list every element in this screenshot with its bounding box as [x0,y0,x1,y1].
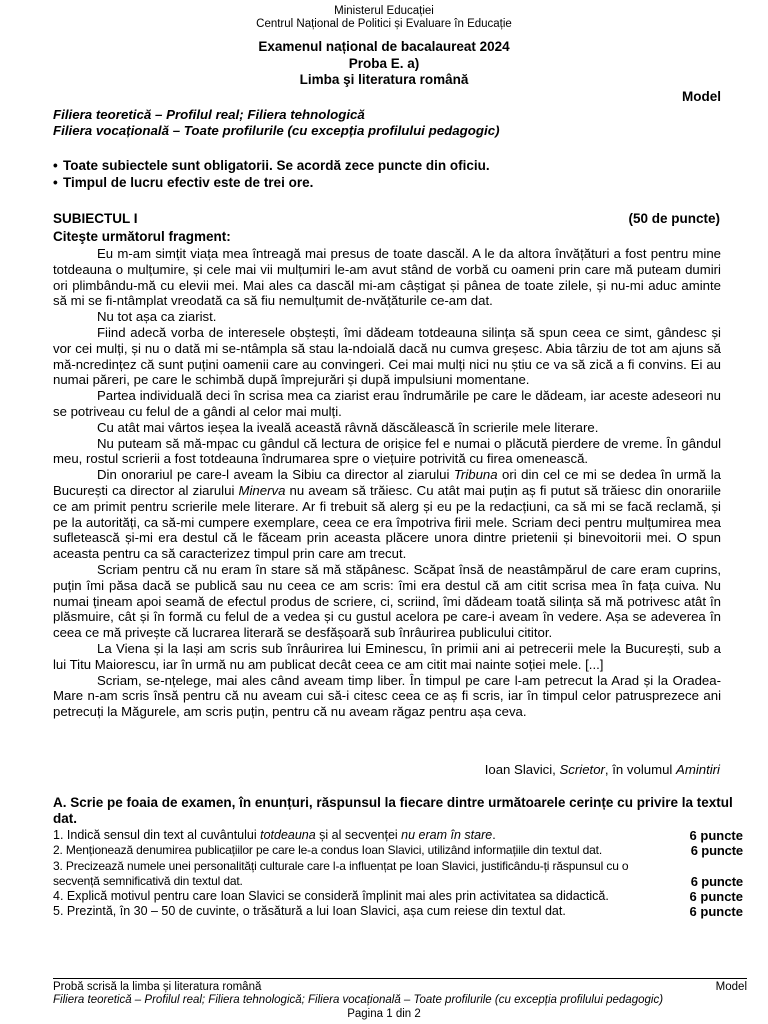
task-term: nu eram în stare [401,828,493,842]
model-label: Model [682,89,721,104]
author-name: Ioan Slavici, [484,762,560,777]
task-number: 5. [53,904,64,919]
fragment-paragraph: Scriam, se-nțelege, mai ales când aveam timp liber. În timpul pe care l-am petrecut la Arad și la Oradea-Mare n-am scris însă pentru că nu aveam cui să-i citesc ceea ce aș fi scris, iar în timpul celor patrusprezece ani petrecuți la Măgurele, am scris puțin, pentru că nu aveam răgaz pentru așa ceva. [53,672,721,720]
proba-title: Proba E. a) [348,55,420,71]
fragment-text: ori din cel ce mi se dedea în urmă la București ca director al ziarului [53,467,721,498]
part-a-instruction: A. Scrie pe foaia de examen, în enunțuri, răspunsul la fiecare dintre următoarele cerințe cu privire la textul dat. [53,795,733,826]
task-text: Indică sensul din text al cuvântului [66,828,261,842]
task-number: 4. [53,889,64,904]
task-text: Precizează numele unei personalități culturale care l-a influențat pe Ioan Slavici, justificându-ți răspunsul cu o secvență semnificativă din textul dat. [53,858,629,888]
exam-title: Examenul național de bacalaureat 2024 [258,39,510,54]
footer-filiere: Filiera teoretică – Profilul real; Filiera tehnologică; Filiera vocațională – Toate profilurile (cu excepția profilului pedagogic) [53,994,664,1006]
task-points: 6 puncte [689,889,743,905]
task-text: și al secvenței [315,828,402,842]
exam-titles [0,39,768,89]
task-text: . [492,828,496,842]
attribution-text: , în volumul [604,762,677,777]
instruction-text: Toate subiectele sunt obligatorii. Se acordă zece puncte din oficiu. [63,158,490,173]
footer-page-number: Pagina 1 din 2 [347,1008,421,1020]
center-name: Centrul Național de Politici și Evaluare în Educație [256,18,512,30]
fragment-paragraph: Nu puteam să mă-mpac cu gândul că lectura de orișice fel e numai o plăcută pierdere de vreme. În gândul meu, rostul scrierii a fost totdeauna îndrumarea spre o viețuire potrivită cu firea omenească. [53,435,721,467]
fragment-text: Din onorariul pe care-l aveam la Sibiu ca director al ziarului [97,467,454,483]
task-text: Prezintă, în 30 – 50 de cuvinte, o trăsătură a lui Ioan Slavici, așa cum reiese din textul dat. [66,904,566,919]
bullet-icon: • [53,158,58,173]
task-item-3 [53,859,743,890]
instruction-item [53,158,490,175]
task-item-5 [53,904,743,919]
fragment-paragraph: Nu tot așa ca ziarist. [97,309,217,325]
read-instruction: Citeşte următorul fragment: [53,229,231,244]
work-title: Scrietor [559,762,605,777]
fragment-paragraph: Partea individuală deci în scrisa mea ca ziarist erau îndrumările pe care le dădeam, iar aceste adeseori nu se potriveau cu felul de a gândi al celor mai mulți. [53,388,721,419]
task-item-4 [53,889,743,904]
task-points: 6 puncte [689,904,743,920]
task-points: 6 puncte [690,843,743,859]
subject-label: SUBIECTUL I [53,211,138,226]
filiera-line-2: Filiera vocațională – Toate profilurile (cu excepția profilului pedagogic) [53,122,500,138]
task-text: Menționează denumirea publicațiilor pe care le-a condus Ioan Slavici, utilizând informațiile din textul dat. [65,843,603,858]
ministry-name: Ministerul Educației [334,5,434,17]
task-number: 2. [53,843,63,858]
newspaper-tribuna: Tribuna [453,467,498,483]
task-text: Explică motivul pentru care Ioan Slavici se consideră împlinit mai ales prin activitatea sa didactică. [66,889,609,904]
instruction-item [53,175,490,192]
task-points: 6 puncte [690,873,743,889]
fragment-paragraph: Fiind adecă vorba de interesele obștești, îmi dădeam totdeauna silința să spun ceea ce simt, gândesc și vor cei mulți, și nu o dată mi se-ntâmpla să stau la-ndoială dacă nu cumva greșesc. Abia târziu de tot am ajuns să mă-ncredințez că sunt puțini oamenii care au convingeri. Cei mai mulți nici nu știu ce va să zică a fi convins. Ei au numai păreri, pe care le schimbă după împrejurări și după impulsiuni momentane. [53,324,721,388]
task-item-1 [53,828,743,843]
task-number: 3. [53,858,63,873]
volume-title: Amintiri [676,762,720,777]
task-number: 1. [53,828,64,842]
fragment-paragraph: Cu atât mai vârtos ieșea la iveală această râvnă dăscălească în scrierile mele literare. [97,419,599,435]
task-term: totdeauna [260,828,316,842]
instruction-text: Timpul de lucru efectiv este de trei ore. [63,174,314,190]
literary-fragment [53,246,721,720]
fragment-paragraph: La Viena și la Iași am scris sub înrâurirea lui Eminescu, în primii ani ai petrecerii mele la București, sub a lui Titu Maiorescu, iar în urmă nu am publicat decât ceea ce am citit mai nainte soției mele. [...] [53,640,721,672]
ministry-header [0,5,768,31]
footer-model: Model [715,981,747,993]
filiera-line-1: Filiera teoretică – Profilul real; Filiera tehnologică [53,107,365,122]
subject-heading [53,211,720,227]
footer-divider [53,978,747,979]
task-list [53,828,743,920]
filiere-block [53,107,500,138]
fragment-text: nu aveam să trăiesc. Cu atât mai puțin aș fi putut să trăiesc din onorariile ce am primit pentru scrierile mele literare. Ar fi trebuit să alerg și eu pe la redacțiuni, ca să mi se facă reclamă, și pe la autorități, ca să-mi cumpere exemplare, ceea ce era împotriva firii mele. Scriam deci pentru mulțumirea mea sufletească și-mi era destul că le făceam prin aceasta plăcere unora dintre prietenii și binevoitorii mei. O spun aceasta pentru ca să caracterizez timpul prin care am trecut. [53,482,721,562]
fragment-paragraph: Scriam pentru că nu eram în stare să mă stăpânesc. Scăpat însă de neastâmpărul de care eram cuprins, puțin îmi păsa dacă se publică sau nu ceea ce am scris: îmi era destul că am citit scrisa mea în fața cuiva. Nu numai țineam apoi seamă de efectul produs de scriere, ci, scriind, îmi dădeam toată silința să mă potrivesc atât în plăsmuire, cât și în formă cu felul de a vedea și cu gustul acelora pe care-i aveam în vedere. Așa se adeverea în ceea ce mă privește că lucrarea literară se desfășoară sub înrâurirea publicului cititor. [53,561,721,641]
subject-points: (50 de puncte) [628,211,720,226]
task-points: 6 puncte [689,828,743,843]
fragment-paragraph [53,467,721,562]
newspaper-minerva: Minerva [238,482,286,498]
footer-exam-name: Probă scrisă la limba și literatura română [53,981,262,993]
task-item-2 [53,843,743,858]
subject-title: Limba şi literatura română [299,72,469,87]
fragment-paragraph: Eu m-am simțit viața mea întreagă mai presus de toate dascăl. A le da altora învățături a fost pentru mine totdeauna o mulțumire, și cele mai vii mulțumiri le-am avut stând de vorbă cu oameni prin care mă puteam dumiri ori plimbându-mă cu elevii mei. Mai ales ca dascăl mi-am câștigat și pânea de toate zilele, și nu-mi aduc aminte să mi se fi-ntâmplat vreodată ca să fiu nemulțumit de-nvățăturile ce-am dat. [53,246,721,309]
bullet-icon: • [53,174,58,190]
source-attribution [485,762,720,777]
general-instructions [53,158,490,191]
